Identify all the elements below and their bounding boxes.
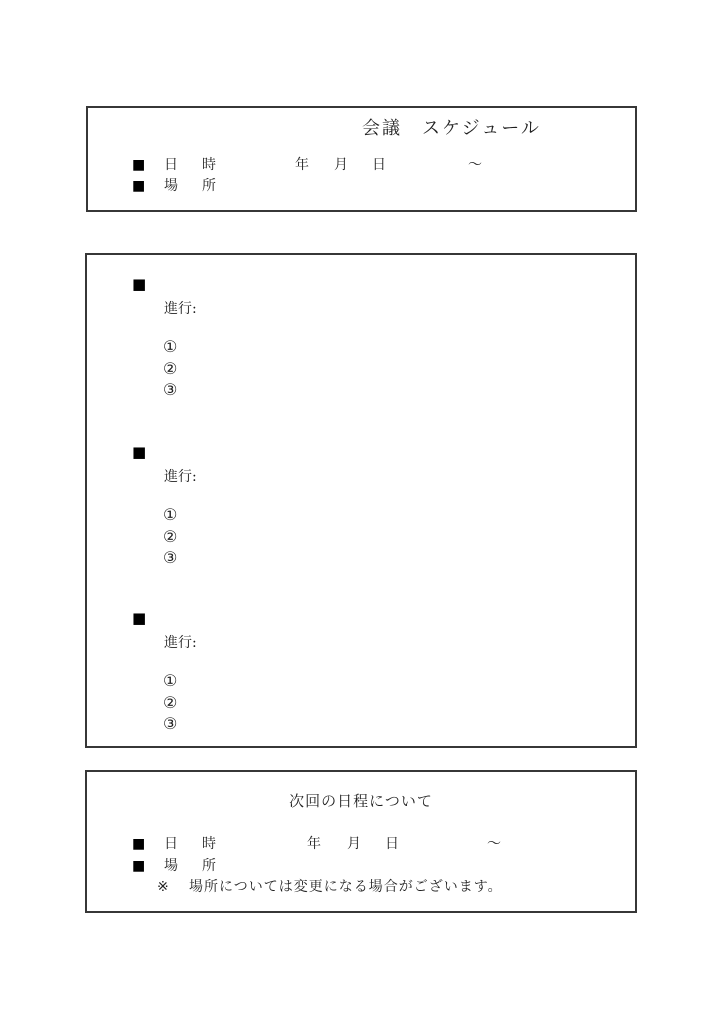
circled-number-3: ③ — [163, 548, 178, 567]
square-bullet-icon: ■ — [132, 836, 146, 852]
meeting-header-box — [86, 106, 637, 212]
footer-place-row — [87, 857, 635, 877]
circled-number-2: ② — [163, 527, 178, 546]
note-text: 場所については変更になる場合がございます。 — [189, 879, 503, 895]
header-place-row — [88, 177, 635, 197]
footer-datetime-row — [87, 835, 635, 855]
circled-number-3: ③ — [163, 714, 178, 733]
day-label: 日 — [372, 157, 386, 173]
month-label: 月 — [347, 836, 361, 852]
time-range-tilde: ～ — [468, 157, 482, 173]
square-bullet-icon: ■ — [132, 178, 146, 194]
day-label: 日 — [385, 836, 399, 852]
square-bullet-icon: ■ — [132, 609, 147, 627]
circled-number-1: ① — [163, 337, 178, 356]
next-schedule-box — [85, 770, 637, 913]
square-bullet-icon: ■ — [132, 275, 147, 293]
header-datetime-row — [88, 156, 635, 176]
agenda-box — [85, 253, 637, 748]
place-label-char-2: 所 — [202, 858, 216, 874]
datetime-label-char-1: 日 — [164, 836, 178, 852]
progress-label: 進行: — [164, 469, 197, 485]
progress-label: 進行: — [164, 635, 197, 651]
circled-number-2: ② — [163, 359, 178, 378]
square-bullet-icon: ■ — [132, 443, 147, 461]
datetime-label-char-2: 時 — [202, 157, 216, 173]
circled-number-2: ② — [163, 693, 178, 712]
year-label: 年 — [295, 157, 309, 173]
circled-number-3: ③ — [163, 380, 178, 399]
agenda-section-1 — [87, 276, 635, 426]
time-range-tilde: ～ — [487, 836, 501, 852]
circled-number-1: ① — [163, 671, 178, 690]
reference-mark: ※ — [157, 879, 169, 895]
month-label: 月 — [334, 157, 348, 173]
datetime-label-char-2: 時 — [202, 836, 216, 852]
progress-label: 進行: — [164, 301, 197, 317]
agenda-section-3 — [87, 610, 635, 760]
footer-note-row — [87, 878, 635, 898]
year-label: 年 — [307, 836, 321, 852]
square-bullet-icon: ■ — [132, 157, 146, 173]
meeting-title: 会議 スケジュール — [362, 118, 541, 139]
next-schedule-title: 次回の日程について — [289, 792, 433, 810]
place-label-char-2: 所 — [202, 178, 216, 194]
agenda-section-2 — [87, 444, 635, 594]
place-label-char-1: 場 — [164, 178, 178, 194]
square-bullet-icon: ■ — [132, 858, 146, 874]
datetime-label-char-1: 日 — [164, 157, 178, 173]
place-label-char-1: 場 — [164, 858, 178, 874]
circled-number-1: ① — [163, 505, 178, 524]
